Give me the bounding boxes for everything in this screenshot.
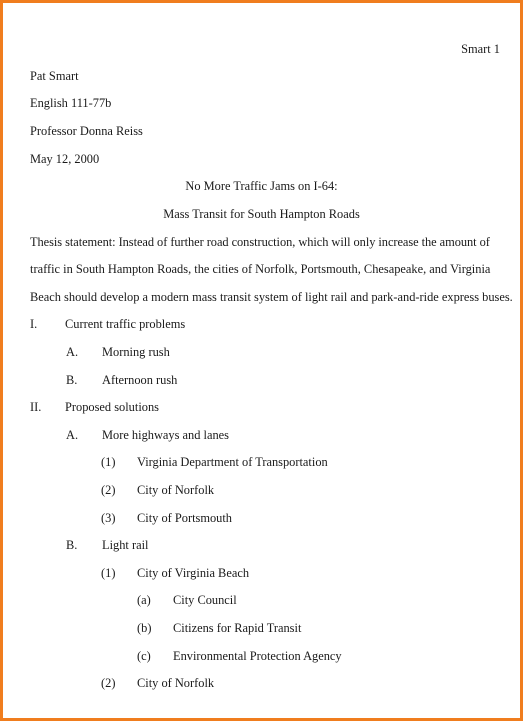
- outline-marker: B.: [66, 373, 78, 387]
- outline-text: More highways and lanes: [102, 428, 229, 442]
- outline-text: Proposed solutions: [65, 400, 159, 414]
- outline-text: City of Norfolk: [137, 483, 215, 497]
- outline-marker: B.: [66, 538, 78, 552]
- author-name: Pat Smart: [30, 69, 79, 83]
- outline-marker: (b): [137, 621, 152, 635]
- outline-text: City Council: [173, 593, 237, 607]
- paper-date: May 12, 2000: [30, 152, 100, 166]
- outline-text: Citizens for Rapid Transit: [173, 621, 302, 635]
- outline-marker: (c): [137, 649, 151, 663]
- outline-marker: A.: [66, 345, 79, 359]
- outline-marker: II.: [30, 400, 42, 414]
- professor-name: Professor Donna Reiss: [30, 124, 143, 138]
- thesis-line: Thesis statement: Instead of further road construction, which will only increase the amount of: [30, 235, 490, 249]
- thesis-line: traffic in South Hampton Roads, the cities of Norfolk, Portsmouth, Chesapeake, and Virginia: [30, 262, 491, 276]
- outline-marker: (3): [101, 511, 116, 525]
- outline-marker: (1): [101, 455, 116, 469]
- outline-marker: (2): [101, 483, 116, 497]
- outline-marker: A.: [66, 428, 79, 442]
- outline-marker: (a): [137, 593, 151, 607]
- outline-text: Current traffic problems: [65, 317, 186, 331]
- document-page: [3, 3, 520, 718]
- outline-marker: (2): [101, 676, 116, 690]
- outline-text: Environmental Protection Agency: [173, 649, 342, 663]
- outline-marker: I.: [30, 317, 38, 331]
- outline-text: City of Portsmouth: [137, 511, 233, 525]
- outline-text: City of Virginia Beach: [137, 566, 250, 580]
- outline-text: Light rail: [102, 538, 149, 552]
- paper-subtitle: Mass Transit for South Hampton Roads: [163, 207, 360, 221]
- outline-text: City of Norfolk: [137, 676, 215, 690]
- outline-text: Virginia Department of Transportation: [137, 455, 328, 469]
- course-name: English 111-77b: [30, 96, 112, 110]
- running-head: Smart 1: [461, 42, 500, 56]
- outline-marker: (1): [101, 566, 116, 580]
- outline-text: Morning rush: [102, 345, 170, 359]
- paper-title: No More Traffic Jams on I-64:: [185, 179, 338, 193]
- outline-text: Afternoon rush: [102, 373, 178, 387]
- thesis-line: Beach should develop a modern mass transit system of light rail and park-and-ride express buses.: [30, 290, 513, 304]
